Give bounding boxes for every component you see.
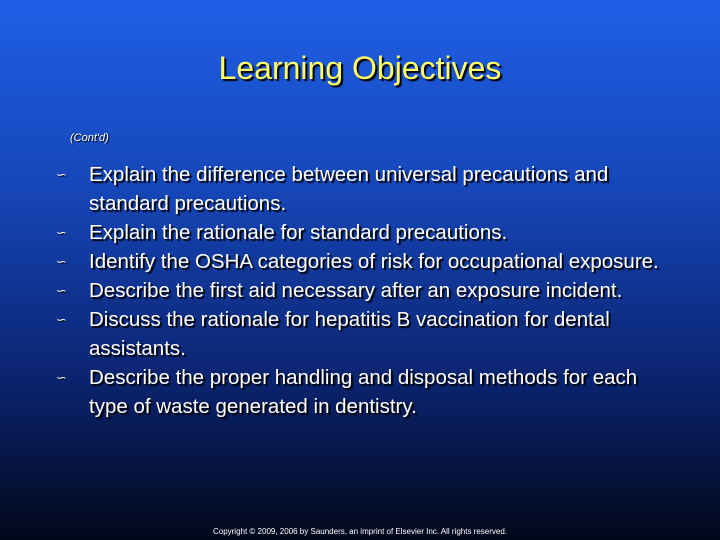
flourish-bullet-icon: ∽ [56, 167, 67, 182]
objective-item [56, 276, 676, 305]
objective-text: Describe the proper handling and disposal methods for each type of waste generated in dentistry. [89, 366, 638, 418]
objective-item [56, 363, 676, 421]
objective-text: Discuss the rationale for hepatitis B vaccination for dental assistants. [89, 308, 610, 360]
objectives-list [56, 160, 676, 421]
flourish-bullet-icon: ∽ [56, 283, 67, 298]
objective-text: Explain the difference between universal precautions and standard precautions. [89, 163, 609, 215]
flourish-bullet-icon: ∽ [56, 225, 67, 240]
objective-text: Explain the rationale for standard precautions. [89, 221, 508, 244]
objective-item [56, 247, 676, 276]
slide-subtitle: (Cont'd) [70, 132, 109, 144]
copyright-footer: Copyright © 2009, 2006 by Saunders, an imprint of Elsevier Inc. All rights reserved. [212, 527, 508, 536]
objective-text: Identify the OSHA categories of risk for occupational exposure. [89, 250, 659, 273]
flourish-bullet-icon: ∽ [56, 312, 67, 327]
objective-item [56, 305, 676, 363]
slide-title: Learning Objectives [218, 50, 502, 86]
objective-item [56, 218, 676, 247]
flourish-bullet-icon: ∽ [56, 370, 67, 385]
objective-text: Describe the first aid necessary after an exposure incident. [89, 279, 623, 302]
objective-item [56, 160, 676, 218]
flourish-bullet-icon: ∽ [56, 254, 67, 269]
